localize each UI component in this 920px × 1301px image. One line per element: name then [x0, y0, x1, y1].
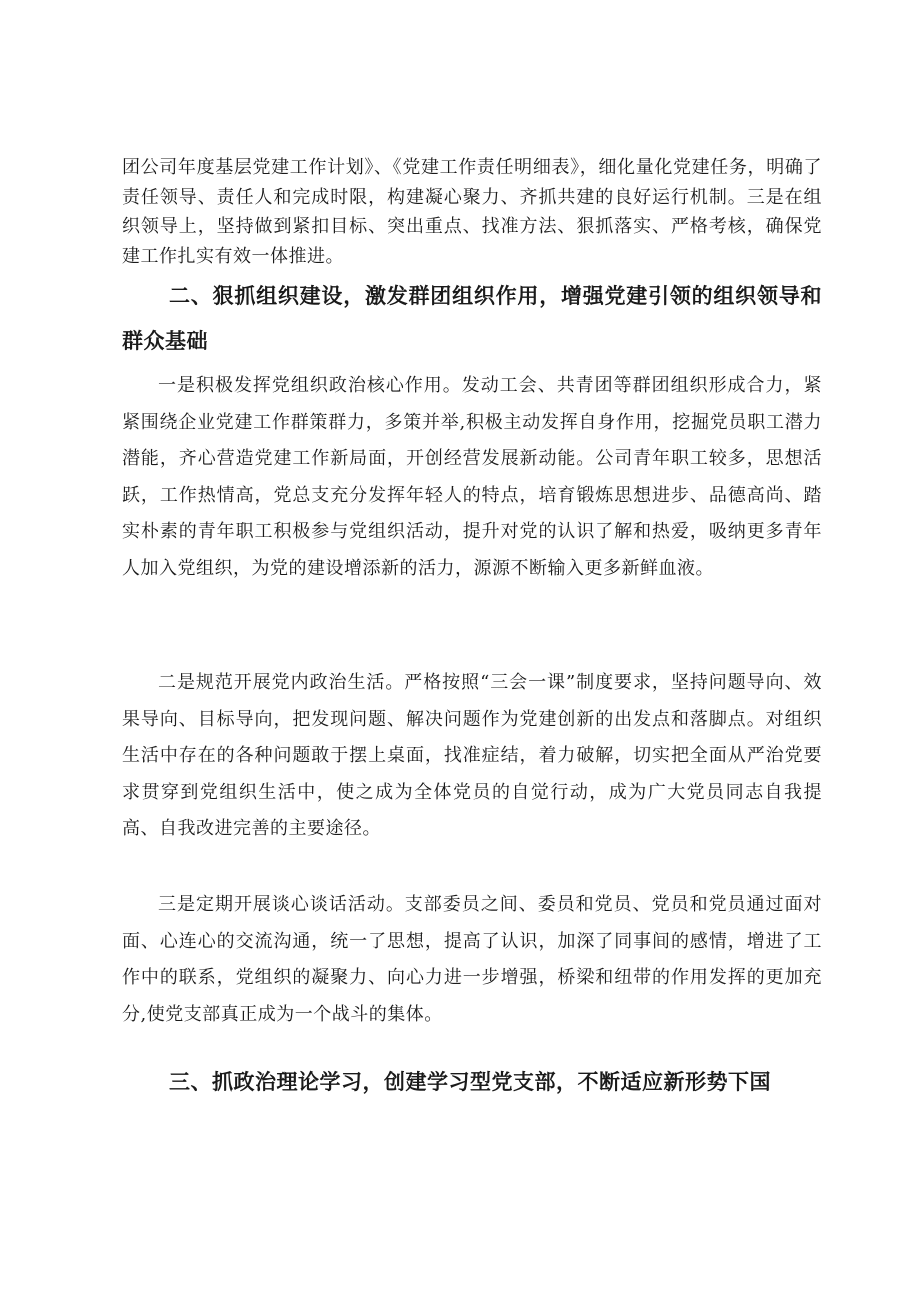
section-two-heading: 二、狠抓组织建设，激发群团组织作用，增强党建引领的组织领导和群众基础	[122, 284, 822, 353]
section-two-paragraph-2: 二是规范开展党内政治生活。严格按照“三会一课”制度要求，坚持问题导向、效果导向、目标导向，把发现问题、解决问题作为党建创新的出发点和落脚点。对组织生活中存在的各种问题敢于摆上桌面，找准症结，着力破解，切实把全面从严治党要求贯穿到党组织生活中，使之成为全体党员的自觉行动，成为广大党员同志自我提高、自我改进完善的主要途径。	[122, 672, 822, 839]
section-three-heading: 三、抓政治理论学习，创建学习型党支部，不断适应新形势下国	[169, 1070, 771, 1094]
intro-paragraph: 团公司年度基层党建工作计划》、《党建工作责任明细表》，细化量化党建任务，明确了责任领导、责任人和完成时限，构建凝心聚力、齐抓共建的良好运行机制。三是在组织领导上，坚持做到紧扣目标、突出重点、找准方法、狠抓落实、严格考核，确保党建工作扎实有效一体推进。	[122, 157, 822, 267]
section-two-paragraph-1: 一是积极发挥党组织政治核心作用。发动工会、共青团等群团组织形成合力，紧紧围绕企业党建工作群策群力，多策并举,积极主动发挥自身作用，挖掘党员职工潜力潜能，齐心营造党建工作新局面，开创经营发展新动能。公司青年职工较多，思想活跃，工作热情高，党总支充分发挥年轻人的特点，培育锻炼思想进步、品德高尚、踏实朴素的青年职工积极参与党组织活动，提升对党的认识了解和热爱，吸纳更多青年人加入党组织，为党的建设增添新的活力，源源不断输入更多新鲜血液。	[122, 375, 822, 579]
section-two-paragraph-3: 三是定期开展谈心谈话活动。支部委员之间、委员和党员、党员和党员通过面对面、心连心的交流沟通，统一了思想，提高了认识，加深了同事间的感情，增进了工作中的联系，党组织的凝聚力、向心力进一步增强，桥梁和纽带的作用发挥的更加充分,使党支部真正成为一个战斗的集体。	[122, 894, 822, 1025]
